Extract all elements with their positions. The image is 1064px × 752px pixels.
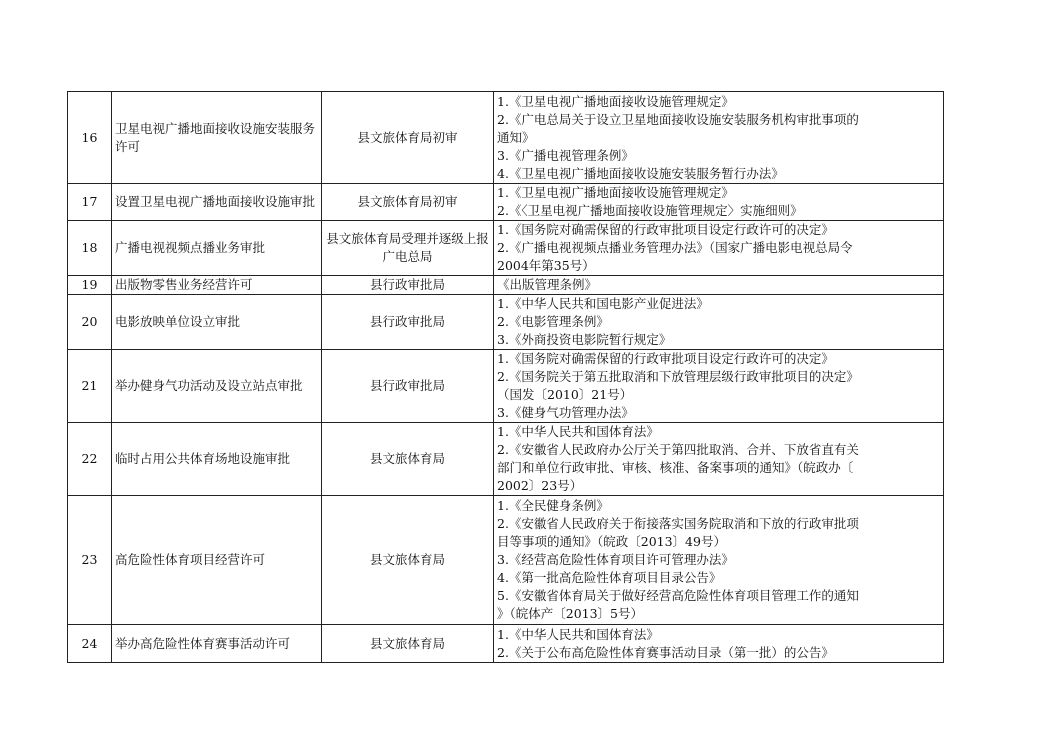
legal-basis-line: 1.《中华人民共和国体育法》 [497, 424, 659, 439]
row-number: 20 [68, 295, 112, 350]
legal-basis [494, 92, 944, 184]
legal-basis-line: 2.《安徽省人民政府关于衔接落实国务院取消和下放的行政审批项 [497, 516, 859, 531]
approval-item-name: 高危险性体育项目经营许可 [112, 496, 322, 625]
legal-basis-line: 3.《广播电视管理条例》 [497, 147, 634, 163]
legal-basis-line: 4.《卫星电视广播地面接收设施安装服务暂行办法》 [497, 165, 784, 181]
approval-item-name: 广播电视视频点播业务审批 [112, 221, 322, 276]
table-row [68, 276, 944, 295]
row-number: 18 [68, 221, 112, 276]
table-row [68, 92, 944, 184]
legal-basis-line: 4.《第一批高危险性体育项目目录公告》 [497, 570, 722, 585]
legal-basis-line: 1.《卫星电视广播地面接收设施管理规定》 [497, 93, 734, 109]
row-number: 22 [68, 423, 112, 496]
table-row [68, 423, 944, 496]
legal-basis [494, 625, 944, 663]
row-number: 16 [68, 92, 112, 184]
legal-basis-line: 1.《卫星电视广播地面接收设施管理规定》 [497, 185, 734, 200]
legal-basis-line: 1.《国务院对确需保留的行政审批项目设定行政许可的决定》 [497, 222, 834, 237]
legal-basis-line: 通知》 [497, 129, 535, 145]
legal-basis-line: 《出版管理条例》 [497, 277, 598, 292]
approval-item-name: 出版物零售业务经营许可 [112, 276, 322, 295]
legal-basis-line: 5.《安徽省体育局关于做好经营高危险性体育项目管理工作的通知 [497, 588, 859, 603]
row-number: 23 [68, 496, 112, 625]
implementing-authority: 县文旅体育局 [322, 423, 494, 496]
table-row [68, 496, 944, 625]
table-row [68, 221, 944, 276]
implementing-authority: 县行政审批局 [322, 276, 494, 295]
legal-basis-line: 1.《中华人民共和国电影产业促进法》 [497, 296, 709, 311]
implementing-authority: 县文旅体育局初审 [322, 92, 494, 184]
legal-basis-line: 2002〕23号） [497, 478, 583, 493]
table-row [68, 625, 944, 663]
row-number: 19 [68, 276, 112, 295]
approval-item-name: 设置卫星电视广播地面接收设施审批 [112, 184, 322, 221]
legal-basis-line: 2.《安徽省人民政府办公厅关于第四批取消、合并、下放省直有关 [497, 442, 859, 457]
legal-basis-line: 2.《广电总局关于设立卫星地面接收设施安装服务机构审批事项的 [497, 111, 859, 127]
legal-basis [494, 295, 944, 350]
legal-basis-line: 2.《电影管理条例》 [497, 314, 609, 329]
legal-basis [494, 221, 944, 276]
legal-basis-line: 目等事项的通知》（皖政〔2013〕49号） [497, 534, 726, 549]
legal-basis [494, 184, 944, 221]
legal-basis-line: 部门和单位行政审批、审核、核准、备案事项的通知》（皖政办〔 [497, 460, 854, 475]
implementing-authority: 县文旅体育局 [322, 496, 494, 625]
legal-basis-line: 2.《广播电视视频点播业务管理办法》（国家广播电影电视总局令 [497, 240, 853, 255]
row-number: 17 [68, 184, 112, 221]
table-row [68, 350, 944, 423]
table-row [68, 295, 944, 350]
legal-basis-line: （国发〔2010〕21号） [497, 387, 633, 402]
approval-item-name: 举办高危险性体育赛事活动许可 [112, 625, 322, 663]
legal-basis-line: 1.《中华人民共和国体育法》 [497, 626, 659, 642]
implementing-authority: 县文旅体育局 [322, 625, 494, 663]
implementing-authority: 县行政审批局 [322, 295, 494, 350]
legal-basis-line: 2004年第35号） [497, 258, 595, 273]
approval-item-name: 临时占用公共体育场地设施审批 [112, 423, 322, 496]
implementing-authority: 县文旅体育局初审 [322, 184, 494, 221]
legal-basis-line: 2.《关于公布高危险性体育赛事活动目录（第一批）的公告》 [497, 644, 834, 660]
legal-basis [494, 350, 944, 423]
legal-basis-line: 2.《国务院关于第五批取消和下放管理层级行政审批项目的决定》 [497, 369, 859, 384]
row-number: 24 [68, 625, 112, 663]
table-row [68, 184, 944, 221]
implementing-authority: 县文旅体育局受理并逐级上报广电总局 [322, 221, 494, 276]
approval-items-table [67, 91, 944, 663]
legal-basis-line: 1.《全民健身条例》 [497, 498, 609, 513]
approval-item-name: 电影放映单位设立审批 [112, 295, 322, 350]
legal-basis [494, 423, 944, 496]
legal-basis-line: 》（皖体产〔2013〕5号） [497, 606, 644, 621]
legal-basis-line: 3.《经营高危险性体育项目许可管理办法》 [497, 552, 734, 567]
legal-basis-line: 3.《外商投资电影院暂行规定》 [497, 332, 672, 347]
legal-basis-line: 3.《健身气功管理办法》 [497, 405, 634, 420]
legal-basis-line: 1.《国务院对确需保留的行政审批项目设定行政许可的决定》 [497, 351, 834, 366]
legal-basis-line: 2.《〈卫星电视广播地面接收设施管理规定〉实施细则》 [497, 203, 803, 218]
approval-item-name: 卫星电视广播地面接收设施安装服务许可 [112, 92, 322, 184]
legal-basis [494, 276, 944, 295]
implementing-authority: 县行政审批局 [322, 350, 494, 423]
table-body [68, 92, 944, 663]
row-number: 21 [68, 350, 112, 423]
legal-basis [494, 496, 944, 625]
approval-item-name: 举办健身气功活动及设立站点审批 [112, 350, 322, 423]
